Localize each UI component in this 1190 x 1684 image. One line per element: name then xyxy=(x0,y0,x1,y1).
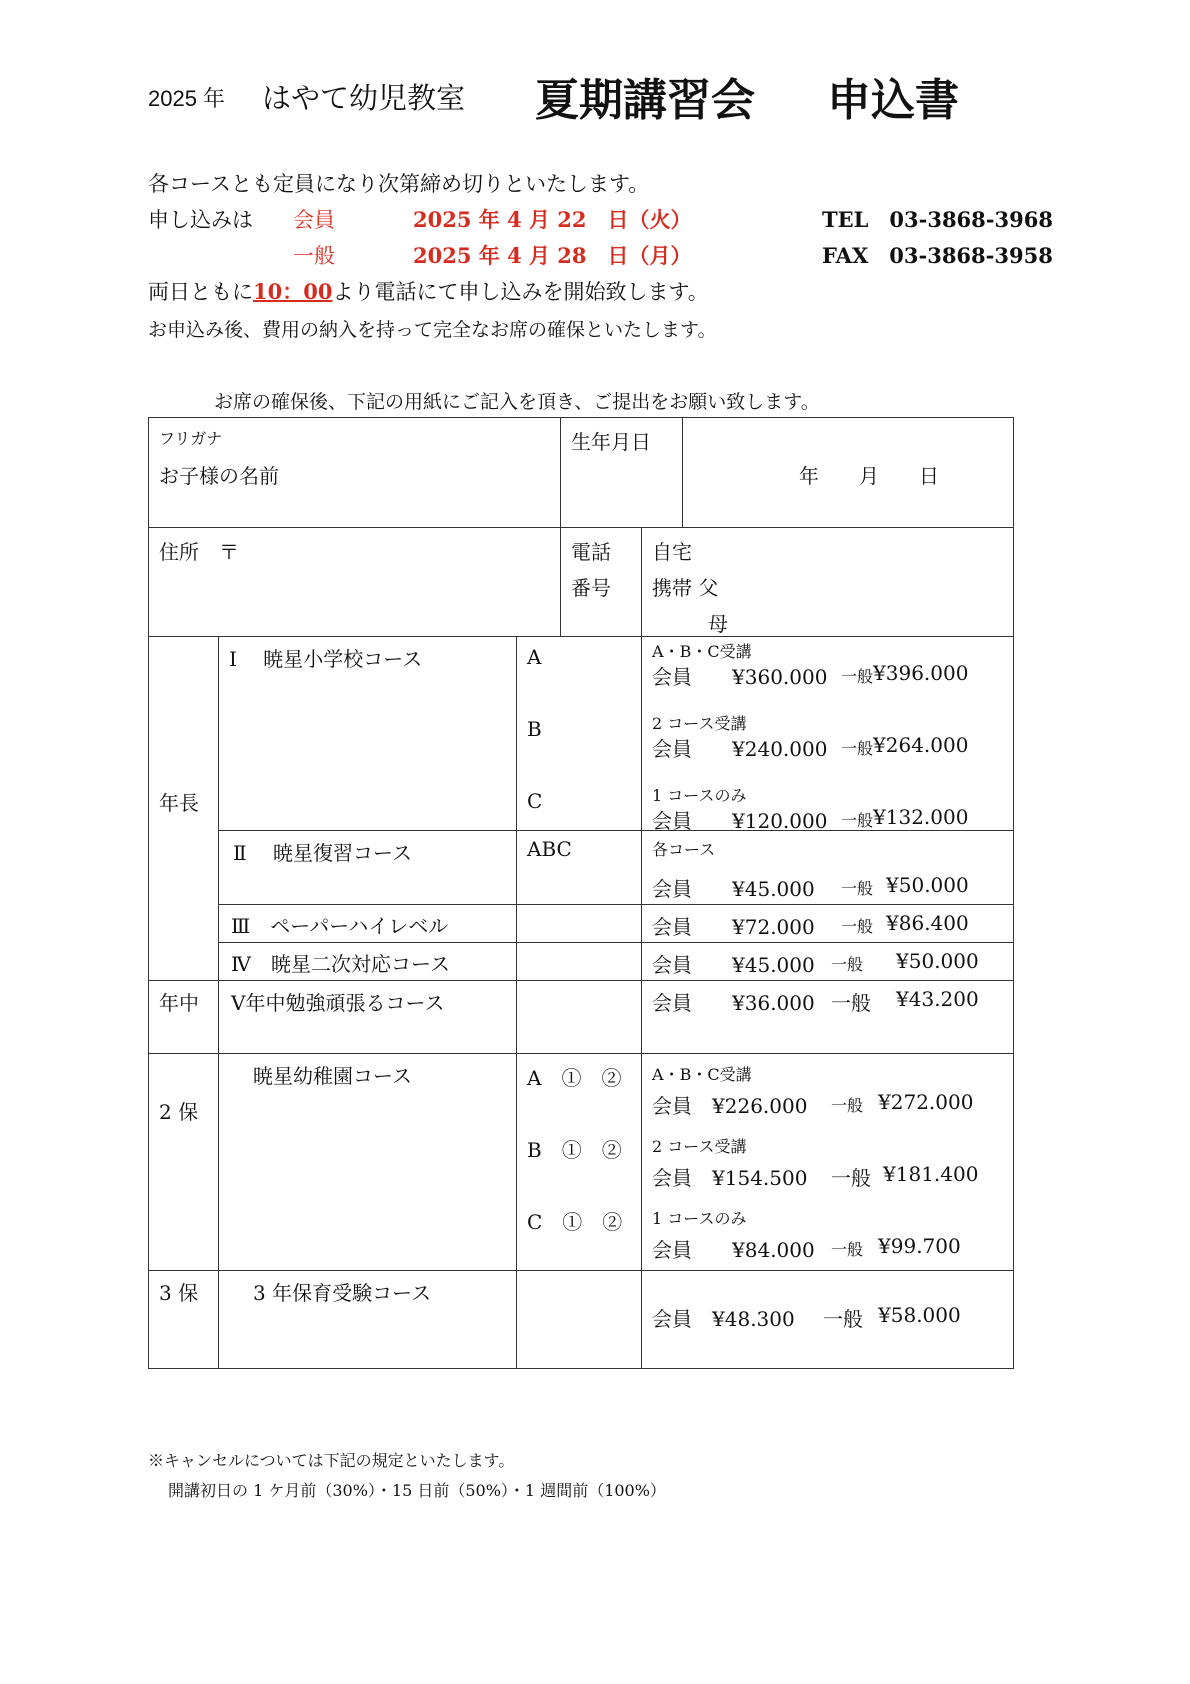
furigana-label: フリガナ xyxy=(159,429,223,448)
course-6-price-cell xyxy=(642,1054,1014,1271)
course-6-price-abc-label: A・B・C受講 xyxy=(652,1065,752,1084)
intro-general-date: 2025 年 4 月 28 日（月） xyxy=(413,243,692,268)
course-7-name-cell xyxy=(219,1271,517,1369)
intro-fax: FAX 03-3868-3958 xyxy=(822,243,1053,268)
course-3-price-general: ¥86.400 xyxy=(886,911,969,935)
intro-general-label: 一般 xyxy=(293,244,335,268)
grade-sanho-cell xyxy=(149,1271,219,1369)
course-5-options-cell[interactable] xyxy=(517,981,642,1054)
course-1-option-c[interactable]: C xyxy=(527,789,543,813)
intro-start-line xyxy=(148,276,709,306)
grade-niho-cell xyxy=(149,1054,219,1271)
course-1-price-abc-label: A・B・C受講 xyxy=(652,642,752,661)
grade-nencho-cell xyxy=(149,637,219,981)
intro-payment-note: お申込み後、費用の納入を持って完全なお席の確保といたします。 xyxy=(148,319,717,341)
grade-sanho-label: 3 保 xyxy=(159,1281,199,1305)
grade-niho-label: 2 保 xyxy=(159,1100,199,1124)
course-2-price-general-label: 一般 xyxy=(841,879,874,898)
course-1-option-b[interactable]: B xyxy=(527,717,542,741)
course-6-name: 暁星幼稚園コース xyxy=(253,1064,412,1088)
course-6-option-c[interactable]: C ① ② xyxy=(527,1210,623,1234)
course-1-price-1-label: 1 コースのみ xyxy=(652,786,747,805)
course-7-options-cell[interactable] xyxy=(517,1271,642,1369)
course-5-name: Ⅴ年中勉強頑張るコース xyxy=(231,991,445,1015)
course-1-name: Ⅰ 暁星小学校コース xyxy=(229,647,423,671)
course-1-price-2-member: 会員 ¥240.000 xyxy=(652,737,828,761)
phone-mother-label: 母 xyxy=(708,612,729,636)
application-form-table xyxy=(148,417,1014,1369)
intro-start-post: より電話にて申し込みを開始致します。 xyxy=(332,280,709,304)
course-1-price-1-member: 会員 ¥120.000 xyxy=(652,809,828,833)
course-2-price-member: 会員 ¥45.000 xyxy=(652,877,815,901)
child-name-cell[interactable] xyxy=(149,418,561,528)
course-2-price-cell xyxy=(642,831,1014,905)
course-6-price-1-member: 会員 ¥84.000 xyxy=(652,1238,815,1262)
intro-capacity-note: 各コースとも定員になり次第締め切りといたします。 xyxy=(148,172,650,196)
intro-start-time: 10：00 xyxy=(253,279,333,304)
birthday-label-cell xyxy=(561,418,683,528)
course-2-price-label: 各コース xyxy=(652,840,716,859)
course-6-options-cell[interactable] xyxy=(517,1054,642,1271)
course-6-price-2-member: 会員 ¥154.500 xyxy=(652,1166,808,1190)
course-7-price-general-label: 一般 xyxy=(823,1307,864,1331)
course-2-option-abc[interactable]: ABC xyxy=(527,837,572,861)
course-5-price-general: ¥43.200 xyxy=(896,987,979,1011)
course-1-price-abc-general-label: 一般 xyxy=(841,667,874,686)
header-year: 2025 年 xyxy=(148,86,226,111)
course-6-price-abc-general: ¥272.000 xyxy=(878,1090,974,1114)
birthday-input-cell[interactable] xyxy=(683,418,1014,528)
intro-start-pre: 両日ともに xyxy=(148,280,253,304)
course-6-price-2-general: ¥181.400 xyxy=(883,1162,979,1186)
course-6-price-abc-general-label: 一般 xyxy=(831,1096,864,1115)
header-school-name: はやて幼児教室 xyxy=(262,83,466,115)
course-7-price-general: ¥58.000 xyxy=(878,1303,961,1327)
course-6-price-abc-member: 会員 ¥226.000 xyxy=(652,1094,808,1118)
course-3-price-cell xyxy=(642,905,1014,943)
course-6-option-a[interactable]: A ① ② xyxy=(527,1066,622,1090)
course-3-name: Ⅲ ペーパーハイレベル xyxy=(231,914,449,938)
course-2-price-general: ¥50.000 xyxy=(886,873,969,897)
course-1-options-cell[interactable] xyxy=(517,637,642,831)
header-event-title: 夏期講習会 xyxy=(535,75,755,126)
intro-member-date: 2025 年 4 月 22 日（火） xyxy=(413,207,692,232)
course-1-name-cell xyxy=(219,637,517,831)
course-1-price-abc-general: ¥396.000 xyxy=(873,661,969,685)
course-3-price-general-label: 一般 xyxy=(841,917,874,936)
course-1-price-cell xyxy=(642,637,1014,831)
phone-input-cell[interactable] xyxy=(642,528,1014,637)
course-4-price-general: ¥50.000 xyxy=(896,949,979,973)
intro-member-label: 会員 xyxy=(293,208,335,232)
cancel-policy: 開講初日の 1 ケ月前（30%）・15 日前（50%）・1 週間前（100%） xyxy=(168,1481,666,1500)
course-1-price-1-general: ¥132.000 xyxy=(873,805,969,829)
child-name-label: お子様の名前 xyxy=(159,464,279,488)
phone-label-1: 電話 xyxy=(571,540,612,564)
course-4-name-cell xyxy=(219,943,517,981)
course-5-name-cell xyxy=(219,981,517,1054)
course-2-options-cell[interactable] xyxy=(517,831,642,905)
course-3-name-cell xyxy=(219,905,517,943)
course-6-price-1-label: 1 コースのみ xyxy=(652,1209,747,1228)
cancel-note: ※キャンセルについては下記の規定といたします。 xyxy=(148,1451,515,1470)
course-6-price-1-general: ¥99.700 xyxy=(878,1234,961,1258)
course-5-price-member: 会員 ¥36.000 xyxy=(652,991,815,1015)
course-3-options-cell[interactable] xyxy=(517,905,642,943)
grade-nenchu-label: 年中 xyxy=(159,991,199,1015)
birthday-format: 年 月 日 xyxy=(799,464,940,488)
course-4-price-member: 会員 ¥45.000 xyxy=(652,953,815,977)
phone-home-label: 自宅 xyxy=(652,540,693,564)
course-7-price-member: 会員 ¥48.300 xyxy=(652,1307,795,1331)
phone-mobile-father-label: 携帯 父 xyxy=(652,576,719,600)
course-2-name: Ⅱ 暁星復習コース xyxy=(233,841,412,865)
grade-nenchu-cell xyxy=(149,981,219,1054)
course-1-option-a[interactable]: A xyxy=(527,645,542,669)
grade-nencho-label: 年長 xyxy=(159,791,199,815)
course-6-name-cell xyxy=(219,1054,517,1271)
phone-label-cell xyxy=(561,528,642,637)
course-4-options-cell[interactable] xyxy=(517,943,642,981)
course-5-price-general-label: 一般 xyxy=(831,991,872,1015)
course-1-price-2-general: ¥264.000 xyxy=(873,733,969,757)
address-cell[interactable] xyxy=(149,528,561,637)
intro-tel: TEL 03-3868-3968 xyxy=(822,207,1053,232)
intro-submit-note: お席の確保後、下記の用紙にご記入を頂き、ご提出をお願い致します。 xyxy=(214,391,820,413)
course-4-price-cell xyxy=(642,943,1014,981)
course-4-name: Ⅳ 暁星二次対応コース xyxy=(231,952,450,976)
course-1-price-2-general-label: 一般 xyxy=(841,739,874,758)
course-1-price-1-general-label: 一般 xyxy=(841,811,874,830)
intro-apply-label: 申し込みは xyxy=(148,208,253,232)
course-3-price-member: 会員 ¥72.000 xyxy=(652,915,815,939)
course-6-price-2-general-label: 一般 xyxy=(831,1166,872,1190)
course-6-price-1-general-label: 一般 xyxy=(831,1240,864,1259)
course-2-name-cell xyxy=(219,831,517,905)
course-1-price-2-label: 2 コース受講 xyxy=(652,714,747,733)
address-label: 住所 〒 xyxy=(159,540,239,564)
course-5-price-cell xyxy=(642,981,1014,1054)
course-4-price-general-label: 一般 xyxy=(831,955,864,974)
course-7-name: 3 年保育受験コース xyxy=(253,1281,432,1305)
course-6-option-b[interactable]: B ① ② xyxy=(527,1138,622,1162)
birthday-label: 生年月日 xyxy=(571,430,652,454)
phone-label-2: 番号 xyxy=(571,576,612,600)
course-7-price-cell xyxy=(642,1271,1014,1369)
course-6-price-2-label: 2 コース受講 xyxy=(652,1137,747,1156)
course-1-price-abc-member: 会員 ¥360.000 xyxy=(652,665,828,689)
header-form-title: 申込書 xyxy=(827,75,959,126)
